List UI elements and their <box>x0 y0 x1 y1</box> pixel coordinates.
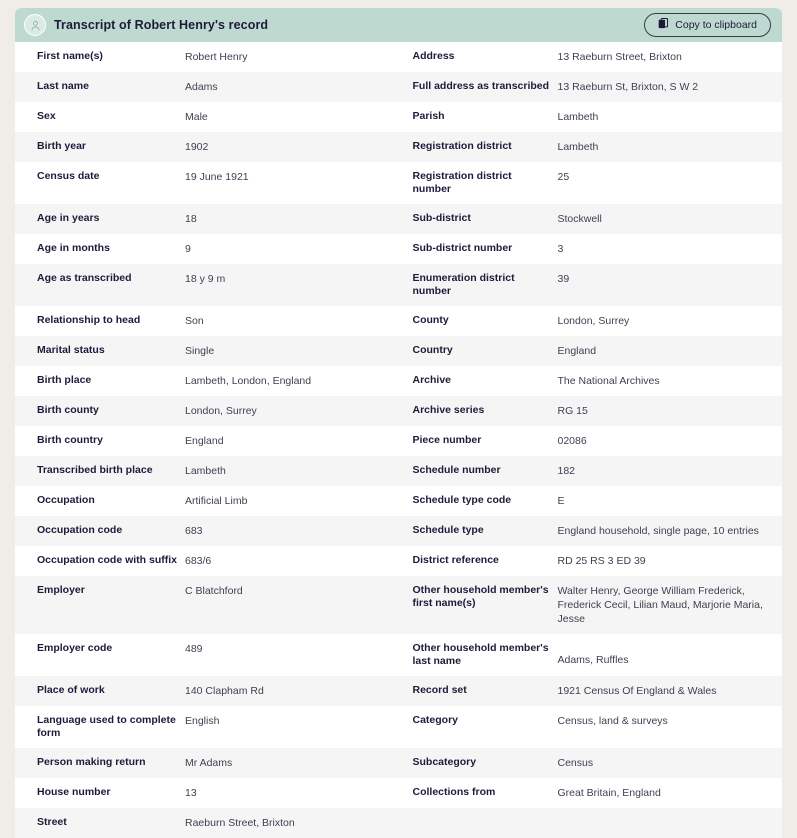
field-label: Birth country <box>37 434 103 446</box>
transcript-field <box>399 72 783 102</box>
transcript-field <box>15 336 399 366</box>
field-label: Other household member's last name <box>412 642 549 667</box>
table-row <box>15 634 782 676</box>
field-value: Mr Adams <box>185 757 233 769</box>
field-value: Robert Henry <box>185 51 248 63</box>
transcript-header <box>15 8 782 42</box>
table-row <box>15 162 782 204</box>
transcript-field <box>399 162 783 204</box>
field-label: Marital status <box>37 344 105 356</box>
transcript-field <box>399 132 783 162</box>
transcript-rows <box>15 42 782 838</box>
transcript-field <box>15 132 399 162</box>
page-title: Transcript of Robert Henry's record <box>54 18 269 32</box>
field-label: Occupation <box>37 494 95 506</box>
field-value: RG 15 <box>557 405 588 417</box>
field-label: Category <box>412 714 459 726</box>
field-label: Employer code <box>37 642 113 654</box>
table-row <box>15 456 782 486</box>
field-label: Birth county <box>37 404 99 416</box>
field-value: Artificial Limb <box>185 495 248 507</box>
transcript-field <box>15 426 399 456</box>
transcript-field <box>15 366 399 396</box>
field-value: 9 <box>185 243 191 255</box>
field-value: 19 June 1921 <box>185 171 249 183</box>
field-label: Last name <box>37 80 89 92</box>
transcript-field <box>399 576 783 634</box>
field-value: Lambeth <box>557 111 599 123</box>
field-value: 13 Raeburn Street, Brixton <box>557 51 682 63</box>
field-value: 683/6 <box>185 555 212 567</box>
table-row <box>15 516 782 546</box>
field-label: Schedule type <box>412 524 484 536</box>
header-left-group <box>24 14 644 36</box>
table-row <box>15 676 782 706</box>
field-value: 18 y 9 m <box>185 273 226 285</box>
field-label: Language used to complete form <box>37 714 176 739</box>
field-label: Archive <box>412 374 452 386</box>
table-row <box>15 778 782 808</box>
table-row <box>15 264 782 306</box>
transcript-field <box>399 204 783 234</box>
field-value: 140 Clapham Rd <box>185 685 264 697</box>
transcript-field <box>399 676 783 706</box>
field-label: Sub-district number <box>412 242 513 254</box>
transcript-field <box>15 706 399 748</box>
transcript-field <box>399 456 783 486</box>
transcript-field <box>15 396 399 426</box>
field-label: Other household member's first name(s) <box>412 584 549 609</box>
transcript-field <box>15 516 399 546</box>
field-value: 1902 <box>185 141 209 153</box>
field-label: Sex <box>37 110 56 122</box>
field-value: England <box>185 435 224 447</box>
field-value: Adams <box>185 81 218 93</box>
table-row <box>15 576 782 634</box>
field-value: Walter Henry, George William Frederick, Frederick Cecil, Lilian Maud, Marjorie Maria, Jesse <box>557 585 763 625</box>
transcript-field <box>15 486 399 516</box>
copy-to-clipboard-button[interactable] <box>644 13 771 37</box>
transcript-field <box>399 42 783 72</box>
transcript-field <box>15 234 399 264</box>
transcript-field <box>15 576 399 634</box>
field-label: Enumeration district number <box>412 272 515 297</box>
transcript-field <box>399 778 783 808</box>
field-label: Employer <box>37 584 85 596</box>
transcript-field <box>15 634 399 676</box>
field-label: Piece number <box>412 434 482 446</box>
transcript-field <box>15 204 399 234</box>
table-row <box>15 426 782 456</box>
field-label: House number <box>37 786 111 798</box>
field-label: Full address as transcribed <box>412 80 550 92</box>
table-row <box>15 486 782 516</box>
copy-to-clipboard-label: Copy to clipboard <box>675 19 757 31</box>
transcript-field <box>15 778 399 808</box>
field-value: 3 <box>557 243 564 255</box>
field-label: Occupation code with suffix <box>37 554 178 566</box>
transcript-field <box>399 234 783 264</box>
field-value: 13 Raeburn St, Brixton, S W 2 <box>557 81 699 93</box>
field-label: Subcategory <box>412 756 477 768</box>
field-value: C Blatchford <box>185 585 243 597</box>
field-value: The National Archives <box>557 375 660 387</box>
field-value: Son <box>185 315 204 327</box>
field-value: 25 <box>557 171 570 183</box>
field-value: England household, single page, 10 entries <box>557 525 759 537</box>
field-value: 1921 Census Of England & Wales <box>557 685 717 697</box>
field-value: Stockwell <box>557 213 602 225</box>
field-label: Occupation code <box>37 524 123 536</box>
transcript-field <box>399 102 783 132</box>
table-row <box>15 234 782 264</box>
field-value: Male <box>185 111 208 123</box>
table-row <box>15 808 782 838</box>
field-label: Address <box>412 50 455 62</box>
clipboard-icon <box>658 18 669 33</box>
field-label: Country <box>412 344 453 356</box>
table-row <box>15 748 782 778</box>
field-value: 39 <box>557 273 570 285</box>
field-value: E <box>557 495 565 507</box>
field-label: Collections from <box>412 786 496 798</box>
field-label: Age as transcribed <box>37 272 132 284</box>
field-label: First name(s) <box>37 50 103 62</box>
transcript-field <box>15 676 399 706</box>
field-label: Birth place <box>37 374 92 386</box>
table-row <box>15 102 782 132</box>
transcript-field <box>399 706 783 748</box>
transcript-field <box>15 748 399 778</box>
field-value: London, Surrey <box>185 405 257 417</box>
transcript-field <box>15 72 399 102</box>
transcript-field <box>15 456 399 486</box>
field-value: RD 25 RS 3 ED 39 <box>557 555 646 567</box>
field-label: Street <box>37 816 67 828</box>
table-row <box>15 42 782 72</box>
field-value: 13 <box>185 787 197 799</box>
table-row <box>15 366 782 396</box>
field-value: Great Britain, England <box>557 787 661 799</box>
transcript-field <box>399 748 783 778</box>
transcript-field <box>15 42 399 72</box>
field-value: Census, land & surveys <box>557 715 668 727</box>
person-avatar-icon <box>24 14 46 36</box>
transcript-field <box>399 366 783 396</box>
field-value: 182 <box>557 465 576 477</box>
table-row <box>15 72 782 102</box>
table-row <box>15 706 782 748</box>
table-row <box>15 546 782 576</box>
field-value: Lambeth <box>557 141 599 153</box>
field-value: Single <box>185 345 215 357</box>
field-label: Record set <box>412 684 467 696</box>
transcript-field <box>399 516 783 546</box>
table-row <box>15 204 782 234</box>
field-value: Lambeth, London, England <box>185 375 312 387</box>
field-value: Lambeth <box>185 465 226 477</box>
field-value: England <box>557 345 597 357</box>
field-label: County <box>412 314 449 326</box>
transcript-field <box>15 306 399 336</box>
field-value: English <box>185 715 220 727</box>
field-label: Transcribed birth place <box>37 464 153 476</box>
transcript-field <box>399 486 783 516</box>
transcript-field <box>15 808 399 838</box>
field-label: Relationship to head <box>37 314 141 326</box>
field-label: Birth year <box>37 140 87 152</box>
field-value: 683 <box>185 525 203 537</box>
field-label: Place of work <box>37 684 105 696</box>
field-label: Registration district number <box>412 170 512 195</box>
field-label: Registration district <box>412 140 512 152</box>
field-label: Archive series <box>412 404 485 416</box>
transcript-field-empty <box>399 808 783 838</box>
field-label: Sub-district <box>412 212 471 224</box>
field-value: Adams, Ruffles <box>557 654 629 666</box>
field-label: Person making return <box>37 756 146 768</box>
transcript-field <box>399 264 783 306</box>
field-value: 18 <box>185 213 197 225</box>
field-label: District reference <box>412 554 499 566</box>
table-row <box>15 132 782 162</box>
field-label: Age in years <box>37 212 100 224</box>
field-label: Census date <box>37 170 100 182</box>
field-label: Schedule number <box>412 464 501 476</box>
table-row <box>15 336 782 366</box>
field-label: Age in months <box>37 242 110 254</box>
table-row <box>15 306 782 336</box>
transcript-field <box>15 546 399 576</box>
transcript-field <box>399 634 783 676</box>
transcript-field <box>15 102 399 132</box>
table-row <box>15 396 782 426</box>
transcript-field <box>399 336 783 366</box>
field-value: Raeburn Street, Brixton <box>185 817 295 829</box>
field-value: Census <box>557 757 594 769</box>
transcript-field <box>15 162 399 204</box>
transcript-card <box>15 8 782 838</box>
transcript-field <box>399 306 783 336</box>
field-value: 489 <box>185 643 203 655</box>
field-label: Parish <box>412 110 445 122</box>
field-label: Schedule type code <box>412 494 512 506</box>
field-value: London, Surrey <box>557 315 630 327</box>
transcript-field <box>399 546 783 576</box>
transcript-field <box>15 264 399 306</box>
transcript-field <box>399 426 783 456</box>
transcript-field <box>399 396 783 426</box>
field-value: 02086 <box>557 435 587 447</box>
